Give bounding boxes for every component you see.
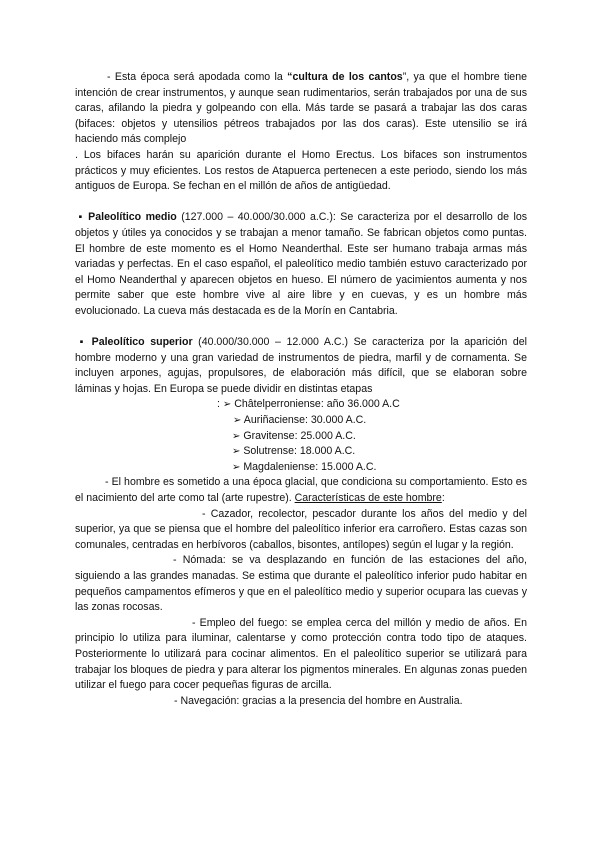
heading-paleolitico-medio: Paleolítico medio — [88, 211, 177, 224]
document-body — [75, 70, 527, 709]
bullet-icon: ▪ — [77, 336, 87, 349]
stages-prefix: : — [217, 398, 220, 411]
paragraph-glacial — [75, 475, 527, 506]
paragraph-navegacion — [75, 694, 527, 710]
p5-text: - El hombre es sometido a una época glacial, que condiciona su comportamiento. Esto es el nacimiento del arte como tal (arte rupestre). — [75, 476, 527, 505]
bullet-icon: ▪ — [77, 211, 84, 224]
stages-list — [75, 397, 527, 475]
paragraph-paleolitico-medio — [75, 210, 527, 319]
p3-rest: (127.000 – 40.000/30.000 a.C.): Se caracteriza por el desarrollo de los objetos y útiles ya conocidos y se trabajan a menor tamaño. Se fabrican objetos como puntas. El hombre de este momento es el Homo Neanderthal. Este ser humano trabaja armas más variadas y perfectas. En el caso español, el paleolítico medio también estuvo caracterizado por el Homo Neanderthal y aparecen objetos en hueso. El número de yacimientos aumenta y nos permite saber que este hombre vive al aire libre y en cuevas, y es un hombre más evolucionado. La cueva más destacada es de la Morín en Cantabria. — [75, 211, 528, 317]
p8-text: - Empleo del fuego: se emplea cerca del millón y medio de años. En principio lo utiliza para iluminar, calentarse y como protección contra todo tipo de ataques. Posteriormente lo utilizará para cocinar alimentos. En el paleolítico superior se utilizará para trabajar los bloques de piedra y para alterar los pigmentos minerales. En algunas zonas pueden utilizar el fuego para cocer pequeñas figuras de arcilla. — [75, 616, 527, 692]
paragraph-cultura-cantos — [75, 70, 527, 148]
stage-label: Solutrense: 18.000 A.C. — [243, 445, 356, 458]
arrow-icon: ➢ — [222, 399, 232, 411]
paragraph-fuego — [75, 616, 527, 694]
paragraph-cazador — [75, 507, 527, 554]
p6-text: - Cazador, recolector, pescador durante los años del medio y del superior, ya que se piensa que el hombre del paleolítico inferior era carroñero. Estas cazas son comunales, centradas en herbívoros (caballos, bisontes, antílopes) según el lugar y la región. — [75, 507, 527, 551]
p9-text: - Navegación: gracias a la presencia del hombre en Australia. — [174, 694, 463, 707]
list-item — [75, 460, 527, 476]
p7-text: - Nómada: se va desplazando en función de las estaciones del año, siguiendo a las grandes manadas. Se estima que durante el paleolítico inferior pudo habitar en pequeños campamentos efímeros y que en el paleolítico medio y superior ocupara las cuevas y las zonas rocosas. — [75, 554, 527, 614]
list-item — [75, 397, 527, 413]
paragraph-paleolitico-superior — [75, 335, 527, 397]
stage-label: Magdaleniense: 15.000 A.C. — [243, 460, 377, 473]
p1-bold-term: “cultura de los cantos — [287, 71, 403, 83]
p1-lead: - Esta época será apodada como la — [107, 71, 288, 83]
arrow-icon: ➢ — [232, 461, 241, 473]
stage-label: Châtelperroniense: año 36.000 A.C — [234, 398, 400, 411]
list-item — [75, 413, 527, 429]
list-item — [75, 444, 527, 460]
p1-rest: ”, ya que el hombre tiene intención de crear instrumentos, y aunque sean rudimentarios, serán trabajados por una de sus caras, afilando la piedra y golpeando con ella. Más tarde se pasará a trabajar las dos caras (bifaces: objetos y utensilios pétreos trabajados por las dos caras). Este utensilio se irá haciendo más complejo — [75, 71, 527, 146]
arrow-icon: ➢ — [232, 446, 241, 458]
paragraph-nomada — [75, 553, 527, 615]
arrow-icon: ➢ — [233, 415, 242, 427]
stage-label: Auriñaciense: 30.000 A.C. — [243, 414, 367, 427]
paragraph-bifaces: . Los bifaces harán su aparición durante el Homo Erectus. Los bifaces son instrumentos prácticos y muy eficientes. Los restos de Atapuerca pertenecen a este periodo, siendo los más antiguos de Europa. Se fechan en el millón de años de antigüedad. — [75, 148, 527, 193]
heading-paleolitico-superior: Paleolítico superior — [91, 336, 193, 349]
characteristics-heading: Características de este hombre — [294, 492, 442, 505]
p5-colon: : — [441, 492, 445, 505]
arrow-icon: ➢ — [232, 430, 241, 442]
list-item — [75, 429, 527, 445]
stage-label: Gravitense: 25.000 A.C. — [243, 429, 356, 442]
p4-rest: (40.000/30.000 – 12.000 A.C.) Se caracteriza por la aparición del hombre moderno y una gran variedad de instrumentos de piedra, marfil y de cornamenta. Se incluyen arpones, agujas, propulsores, de elaboración más difícil, que se elaboran sobre láminas y hojas. En Europa se puede dividir en distintas etapas — [75, 336, 527, 395]
